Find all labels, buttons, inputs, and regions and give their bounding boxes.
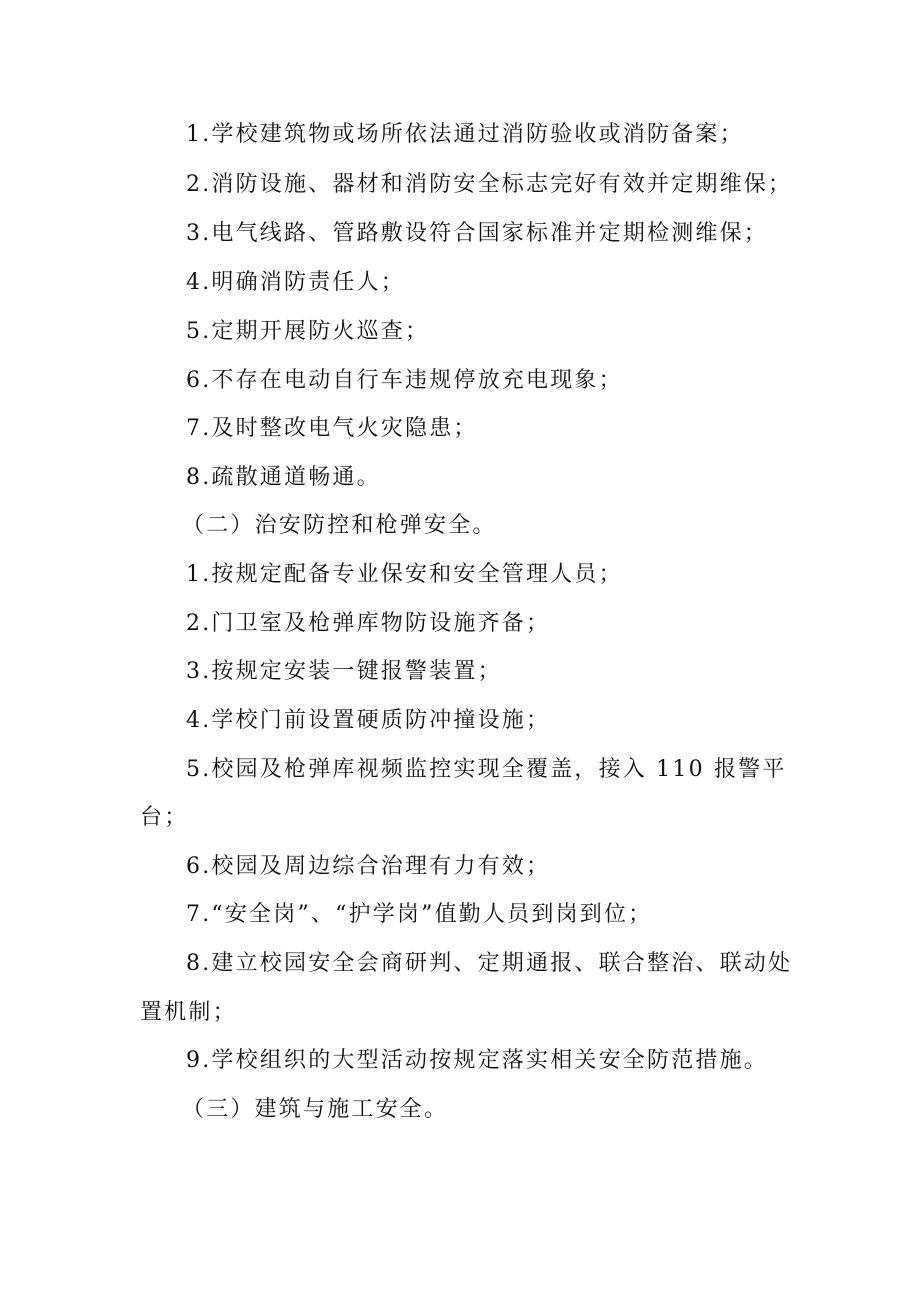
fire-item-1: 1.学校建筑物或场所依法通过消防验收或消防备案；	[186, 122, 744, 147]
security-item-9: 9.学校组织的大型活动按规定落实相关安全防范措施。	[186, 1048, 768, 1073]
fire-item-7: 7.及时整改电气火灾隐患；	[186, 416, 478, 441]
fire-item-6: 6.不存在电动自行车违规停放充电现象；	[186, 368, 623, 393]
fire-item-8: 8.疏散通道畅通。	[186, 465, 381, 490]
security-item-5-line-2: 台；	[140, 805, 189, 830]
fire-item-5: 5.定期开展防火巡查；	[186, 319, 430, 344]
section-3-heading: （三）建筑与施工安全。	[182, 1097, 449, 1122]
fire-item-2: 2.消防设施、器材和消防安全标志完好有效并定期维保；	[186, 172, 793, 197]
security-item-5-line-1: 5.校园及枪弹库视频监控实现全覆盖，接入 110 报警平	[186, 757, 787, 782]
security-item-3: 3.按规定安装一键报警装置；	[186, 659, 502, 684]
security-item-4: 4.学校门前设置硬质防冲撞设施；	[186, 708, 551, 733]
security-item-2: 2.门卫室及枪弹库物防设施齐备；	[186, 611, 551, 636]
security-item-8-line-2: 置机制；	[140, 1000, 237, 1025]
fire-item-4: 4.明确消防责任人；	[186, 270, 405, 295]
fire-item-3: 3.电气线路、管路敷设符合国家标准并定期检测维保；	[186, 221, 768, 246]
section-2-heading: （二）治安防控和枪弹安全。	[182, 513, 497, 538]
security-item-8-line-1: 8.建立校园安全会商研判、定期通报、联合整治、联动处	[186, 951, 793, 976]
security-item-1: 1.按规定配备专业保安和安全管理人员；	[186, 562, 623, 587]
security-item-7: 7.“安全岗”、“护学岗”值勤人员到岗到位；	[186, 902, 653, 927]
security-item-6: 6.校园及周边综合治理有力有效；	[186, 854, 551, 879]
